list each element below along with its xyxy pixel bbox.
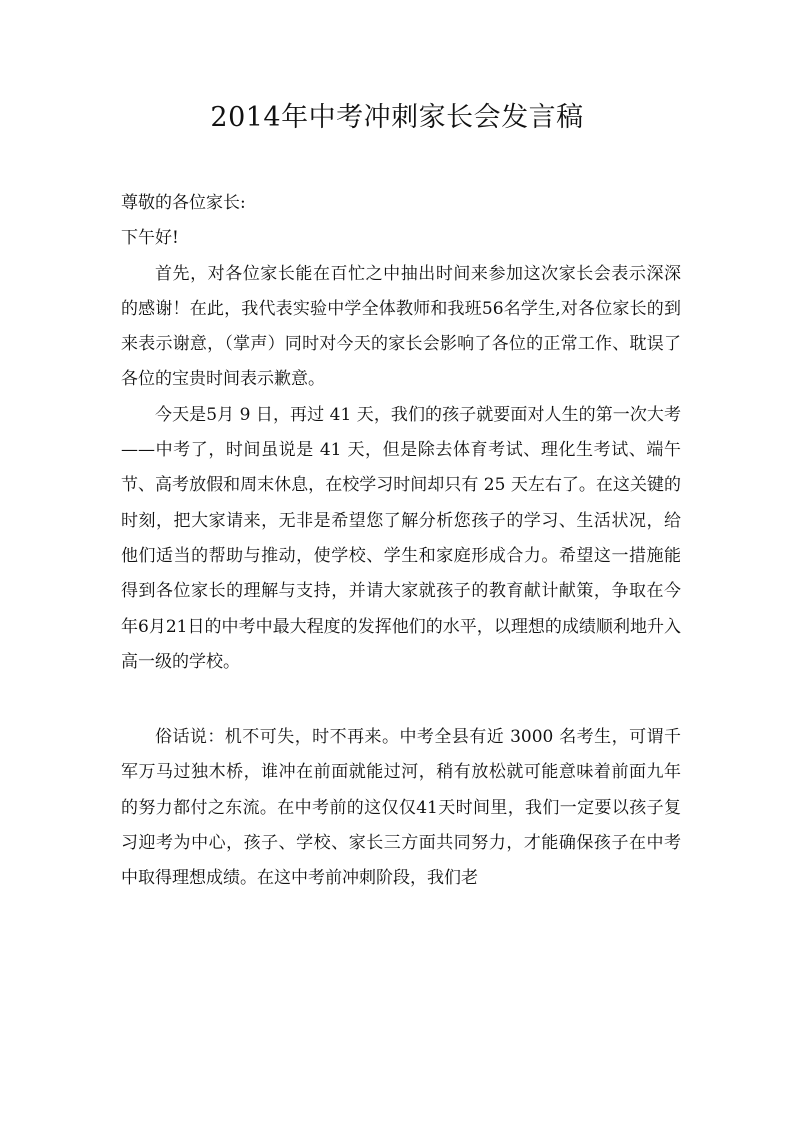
paragraph-3: 俗话说：机不可失，时不再来。中考全县有近 3000 名考生，可谓千军万马过独木桥，谁冲在前面就能过河，稍有放松就可能意味着前面九年的努力都付之东流。在中考前的这仅仅41天时间里，我们一定要以孩子复习迎考为中心，孩子、学校、家长三方面共同努力，才能确保孩子在中考中取得理想成绩。在这中考前冲刺阶段，我们老 [121, 727, 681, 889]
paragraph-2: 今天是5月 9 日，再过 41 天，我们的孩子就要面对人生的第一次大考——中考了，时间虽说是 41 天，但是除去体育考试、理化生考试、端午节、高考放假和周末休息，在校学习时间却只有 25 天左右了。在这关键的时刻，把大家请来，无非是希望您了解分析您孩子的学习、生活状况，给他们适当的帮助与推动，使学校、学生和家庭形成合力。希望这一措施能得到各位家长的理解与支持，并请大家就孩子的教育献计献策，争取在今年6月21日的中考中最大程度的发挥他们的水平，以理想的成绩顺利地升入高一级的学校。 [121, 404, 681, 672]
paragraph-spacer [121, 680, 681, 720]
greeting: 下午好! [121, 228, 179, 249]
document-body [121, 186, 681, 897]
paragraph-1: 首先，对各位家长能在百忙之中抽出时间来参加这次家长会表示深深的感谢！在此，我代表实验中学全体教师和我班56名学生,对各位家长的到来表示谢意，（掌声）同时对今天的家长会影响了各位的正常工作、耽误了各位的宝贵时间表示歉意。 [121, 263, 681, 390]
document-title: 2014年中考冲刺家长会发言稿 [210, 102, 584, 133]
salutation: 尊敬的各位家长: [121, 193, 246, 213]
